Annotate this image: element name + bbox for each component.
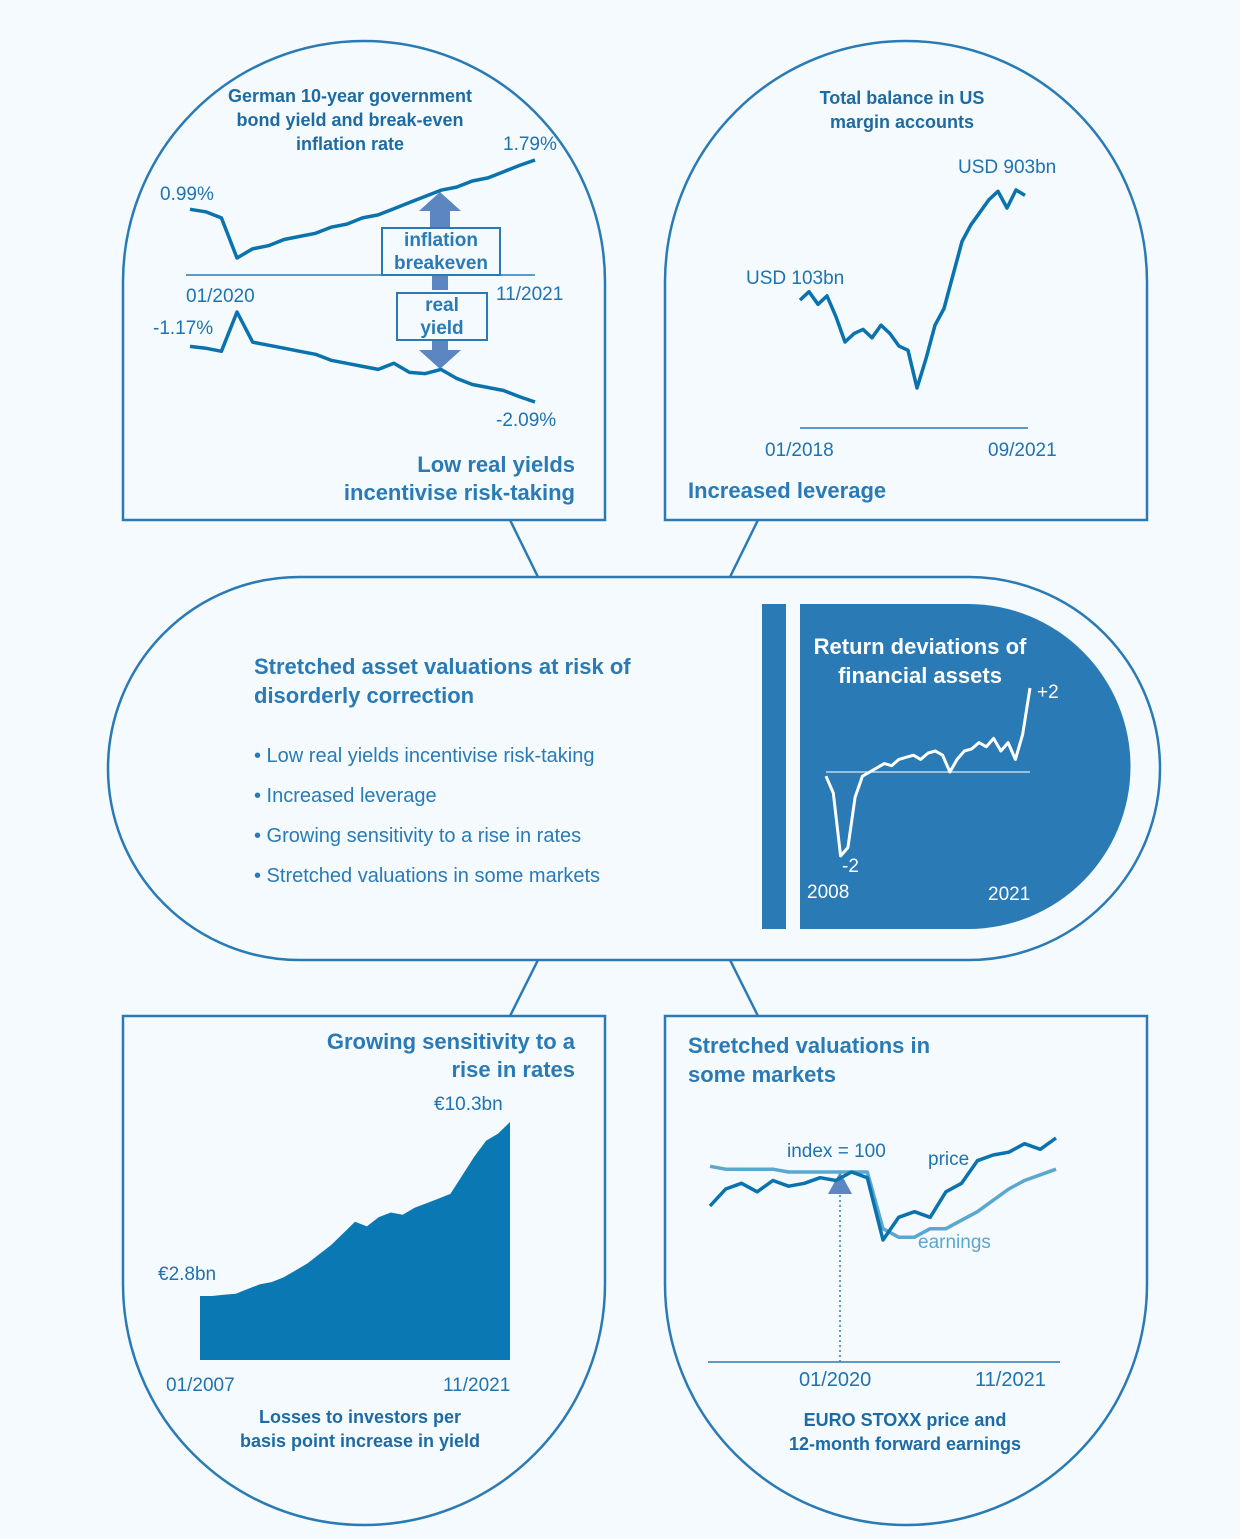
valuations-title-1: Stretched valuations in: [688, 1033, 931, 1058]
center-bullet: • Growing sensitivity to a rise in rates: [254, 825, 582, 847]
leverage-start-label: USD 103bn: [746, 268, 845, 289]
yields-title-3: inflation rate: [295, 134, 404, 154]
yields-caption-2: incentivise risk-taking: [343, 480, 575, 505]
yields-title-1: German 10-year government: [227, 86, 473, 106]
valuations-index-label: index = 100: [787, 1141, 886, 1162]
returns-max-label: +2: [1037, 682, 1059, 703]
leverage-x-end-label: 09/2021: [988, 440, 1057, 461]
valuations-title-2: some markets: [688, 1062, 836, 1087]
connector-bottom-left: [510, 960, 538, 1016]
valuations-price-label: price: [928, 1149, 970, 1170]
returns-min-label: -2: [842, 856, 859, 877]
leverage-title-2: margin accounts: [829, 112, 975, 132]
inflation-label-2: breakeven: [393, 253, 488, 274]
yields-caption-1: Low real yields: [417, 452, 575, 477]
center-bullet: • Increased leverage: [254, 785, 437, 807]
center-title-2: disorderly correction: [254, 683, 475, 708]
inflation-label-1: inflation: [404, 230, 478, 251]
yields-breakeven-start-label: 0.99%: [160, 184, 214, 205]
sensitivity-end-label: €10.3bn: [434, 1094, 503, 1115]
leverage-title-1: Total balance in US: [819, 88, 985, 108]
valuations-earnings-label: earnings: [918, 1232, 991, 1253]
sensitivity-title-2: rise in rates: [451, 1057, 575, 1082]
yields-x-start-label: 01/2020: [186, 286, 255, 307]
valuations-caption-2: 12-month forward earnings: [788, 1434, 1022, 1454]
valuations-x-mid-label: 01/2020: [799, 1369, 872, 1391]
returns-title-1: Return deviations of: [813, 634, 1027, 659]
returns-x-end-label: 2021: [988, 884, 1031, 905]
connector-bottom-right: [730, 960, 758, 1016]
center-bullet: • Stretched valuations in some markets: [254, 865, 601, 887]
center-title-1: Stretched asset valuations at risk of: [254, 654, 631, 679]
leverage-x-start-label: 01/2018: [765, 440, 834, 461]
valuations-caption-1: EURO STOXX price and: [803, 1410, 1007, 1430]
center-bullet: • Low real yields incentivise risk-taking: [254, 745, 595, 767]
sensitivity-title-1: Growing sensitivity to a: [326, 1029, 575, 1054]
leverage-caption: Increased leverage: [688, 478, 887, 503]
connector-top-left: [510, 520, 538, 577]
sensitivity-caption-2: basis point increase in yield: [239, 1431, 481, 1451]
sensitivity-start-label: €2.8bn: [158, 1264, 217, 1285]
sensitivity-x-start-label: 01/2007: [166, 1375, 235, 1396]
inflation-breakeven-box: [381, 227, 501, 276]
yields-x-end-label: 11/2021: [496, 284, 564, 305]
return-panel-bar: [762, 604, 786, 929]
yields-real-start-label: -1.17%: [153, 318, 214, 339]
real-yield-box: [396, 292, 488, 341]
yields-breakeven-end-label: 1.79%: [503, 134, 557, 155]
valuations-x-end-label: 11/2021: [975, 1369, 1046, 1391]
returns-title-2: financial assets: [838, 663, 1002, 688]
returns-x-start-label: 2008: [807, 882, 850, 903]
yields-real-end-label: -2.09%: [496, 410, 557, 431]
yields-title-2: bond yield and break-even: [236, 110, 464, 130]
connector-top-right: [730, 520, 758, 577]
sensitivity-x-end-label: 11/2021: [443, 1375, 511, 1396]
real-label-1: real: [425, 295, 459, 316]
real-label-2: yield: [420, 318, 464, 339]
sensitivity-caption-1: Losses to investors per: [258, 1407, 462, 1427]
leverage-end-label: USD 903bn: [958, 157, 1057, 178]
